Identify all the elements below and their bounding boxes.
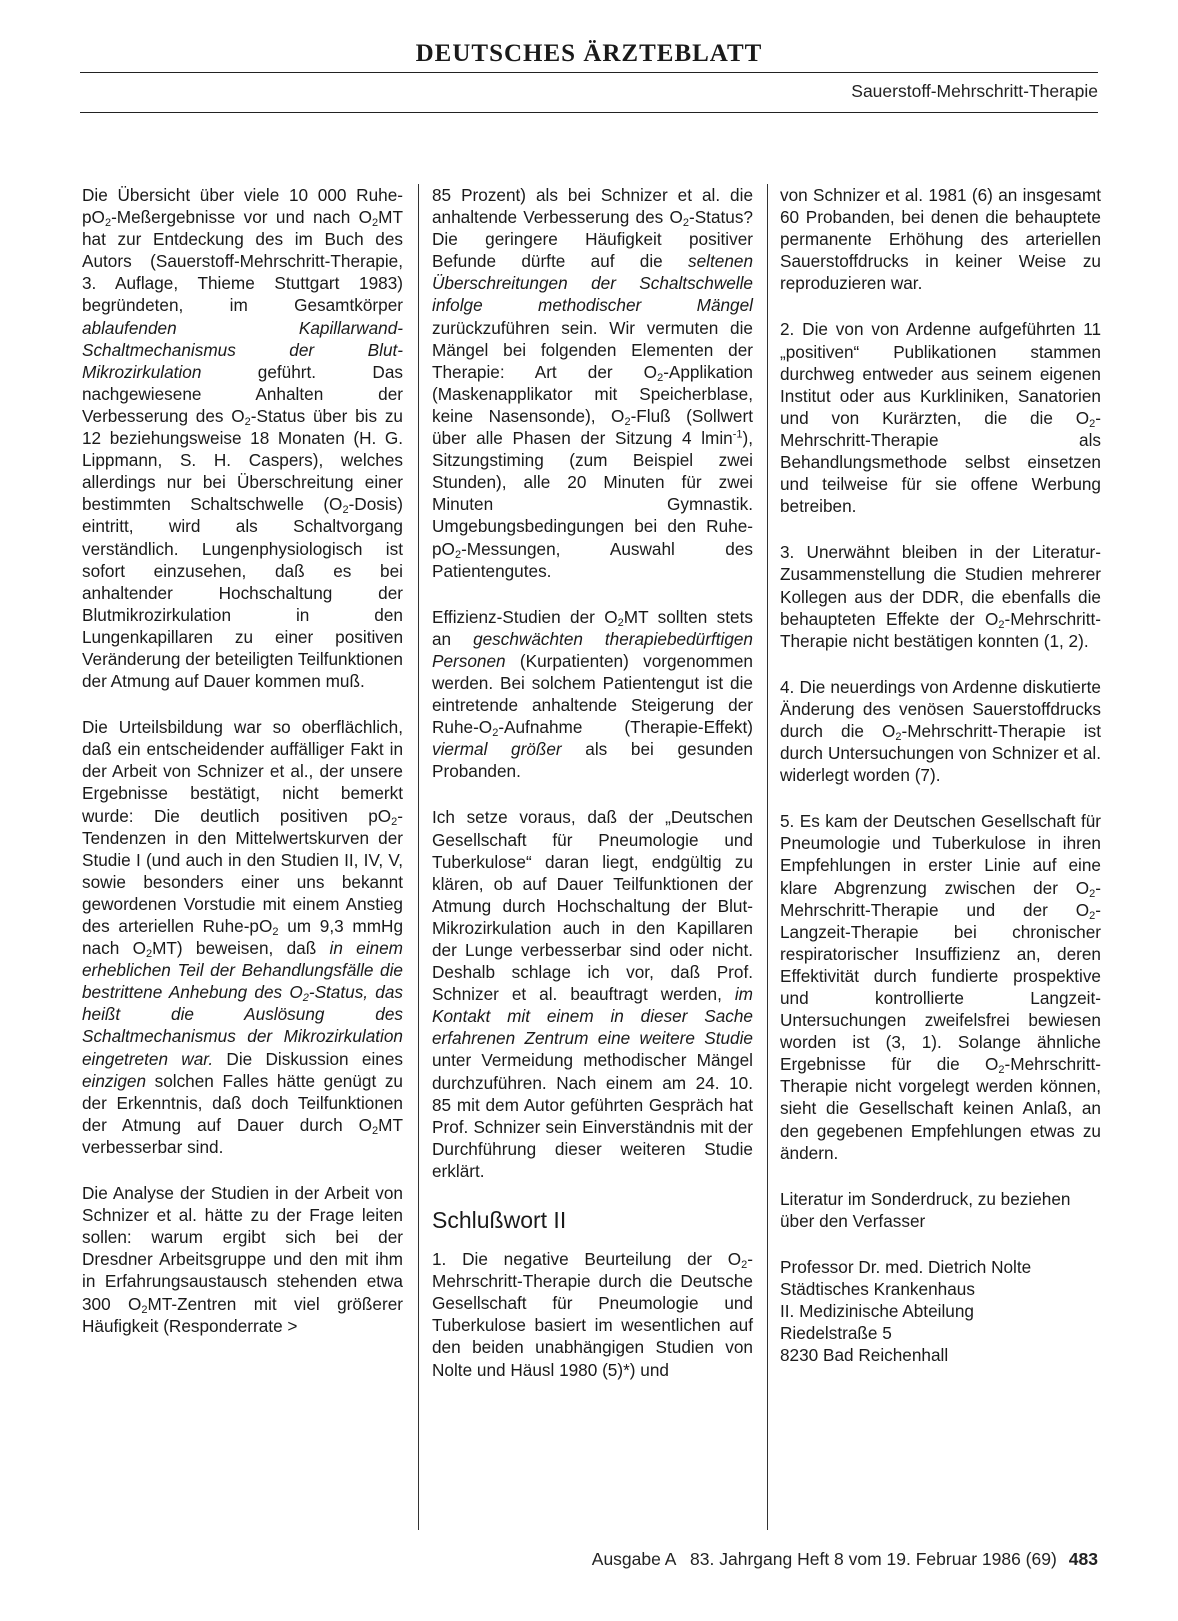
address-line: 8230 Bad Reichenhall: [780, 1345, 949, 1366]
author-address: [780, 1256, 1101, 1366]
paragraph: Ich setze voraus, daß der „Deutschen Gesellschaft für Pneumologie und Tuberkulose“ daran liegt, endgültig zu klären, ob auf Dauer Teilfunktionen der Atmung durch Hochschaltung der Blut-Mikrozirkulation auch in den Kapillaren der Lunge verbesserbar sind oder nicht. Deshalb schlage ich vor, daß Prof. Schnizer et al. beauftragt werden, im Kontakt mit einem in dieser Sache erfahrenen Zentrum eine weitere Studie unter Vermeidung methodischer Mängel durchzuführen. Nach einem am 24. 10. 85 mit dem Autor geführten Gespräch hat Prof. Schnizer sein Einverständnis mit der Durchführung dieser weiteren Studie erklärt.: [432, 807, 753, 1181]
paragraph: Die Übersicht über viele 10 000 Ruhe-$pO_2$-Meßergebnisse vor und nach $O_2MT$ hat zur Entdeckung des im Buch des Autors (Sauerstoff-Mehrschritt-Therapie, 3. Auflage, Thieme Stuttgart 1983) begründeten, im Gesamtkörper ablaufenden Kapillarwand-Schaltmechanismus der Blut-Mikrozirkulation geführt. Das nachgewiesene Anhalten der Verbesserung des $O_2$-Status über bis zu 12 beziehungsweise 18 Monaten (H. G. Lippmann, S. H. Caspers), welches allerdings nur bei Überschreitung einer bestimmten Schaltschwelle $(O_2-Dosis)$ eintritt, wird als Schaltvorgang verständlich. Lungenphysiologisch ist sofort einzusehen, daß es bei anhaltender Hochschaltung der Blutmikrozirkulation in den Lungenkapillaren zu einer positiven Veränderung der beteiligten Teilfunktionen der Atmung auf Dauer kommen muß.: [82, 185, 403, 692]
paragraph: von Schnizer et al. 1981 (6) an insgesamt 60 Probanden, bei denen die behauptete permanente Erhöhung des arteriellen Sauerstoffdrucks in keiner Weise zu reproduzieren war.: [780, 185, 1101, 294]
paragraph: Effizienz-Studien der $O_2MT$ sollten stets an geschwächten therapiebedürftigen Personen (Kurpatienten) vorgenommen werden. Bei solchem Patientengut ist die eintretende anhaltende Steigerung der Ruhe-$O_2$-Aufnahme (Therapie-Effekt) viermal größer als bei gesunden Probanden.: [432, 606, 753, 782]
paragraph: 5. Es kam der Deutschen Gesellschaft für Pneumologie und Tuberkulose in ihren Empfehlungen in erster Linie auf eine klare Abgrenzung zwischen der $O_2-Mehrschritt$-Therapie und der $O_2-Langzeit$-Therapie bei chronischer respiratorischer Insuffizienz an, deren Effektivität durch fundierte prospektive und kontrollierte Langzeit-Untersuchungen zweifelsfrei bewiesen worden ist (3, 1). Solange ähnliche Ergebnisse für die $O_2-Mehrschritt$-Therapie nicht vorgelegt werden können, sieht die Gesellschaft keinen Anlaß, an den gegebenen Empfehlungen etwas zu ändern.: [780, 811, 1101, 1163]
section-title: Sauerstoff-Mehrschritt-Therapie: [851, 81, 1098, 101]
masthead-rule: [80, 72, 1098, 73]
paragraph: Die Urteilsbildung war so oberflächlich, daß ein entscheidender auffälliger Fakt in der Arbeit von Schnizer et al., der unsere Ergebnisse bestätigt, nicht bemerkt wurde: Die deutlich positiven $pO_2$-Tendenzen in den Mittelwertskurven der Studie I (und auch in den Studien II, IV, V, sowie besonders einer uns bekannt gewordenen Vorstudie mit einem Anstieg des arteriellen Ruhe-$pO_2$ um 9,3 mmHg nach $O_2MT$) beweisen, daß in einem erheblichen Teil der Behandlungsfälle die bestrittene Anhebung des $O_2$-Status, das heißt die Auslösung des Schaltmechanismus der Mikrozirkulation eingetreten war. Die Diskussion eines einzigen solchen Falles hätte genügt zu der Erkenntnis, daß doch Teilfunktionen der Atmung auf Dauer durch $O_2MT$ verbesserbar sind.: [82, 717, 403, 1157]
issue-info: Ausgabe A 83. Jahrgang Heft 8 vom 19. Februar 1986 (69): [591, 1549, 1057, 1569]
paragraph: 1. Die negative Beurteilung der $O_2-Mehrschritt$-Therapie durch die Deutsche Gesellschaft für Pneumologie und Tuberkulose basiert im wesentlichen auf den beiden unabhängigen Studien von Nolte und Häusl 1980 (5)*) und: [432, 1249, 753, 1380]
literature-note: Literatur im Sonderdruck, zu beziehen über den Verfasser: [780, 1188, 1071, 1231]
paragraph: 3. Unerwähnt bleiben in der Literatur-Zusammenstellung die Studien mehrerer Kollegen aus der DDR, die ebenfalls die behaupteten Effekte der $O_2-Mehrschritt$-Therapie nicht bestätigen konnten (1, 2).: [780, 542, 1101, 651]
address-line: Städtisches Krankenhaus: [780, 1279, 975, 1300]
page-footer: [592, 1549, 1098, 1570]
address-line: Professor Dr. med. Dietrich Nolte: [780, 1256, 1032, 1277]
masthead: DEUTSCHES ÄRZTEBLATT: [415, 40, 763, 67]
column-1: [82, 184, 403, 1361]
column-3: [780, 184, 1101, 1366]
column-divider-2: [767, 184, 768, 1530]
paragraph: 4. Die neuerdings von Ardenne diskutierte Änderung des venösen Sauerstoffdrucks durch die $O_2-Mehrschritt$-Therapie ist durch Untersuchungen von Schnizer et al. widerlegt worden (7).: [780, 676, 1101, 786]
paragraph: Die Analyse der Studien in der Arbeit von Schnizer et al. hätte zu der Frage leiten sollen: warum ergibt sich bei der Dresdner Arbeitsgruppe und den mit ihm in Erfahrungsaustausch stehenden etwa 300 $O_2MT$-Zentren mit viel größerer Häufigkeit (Responderrate >: [82, 1183, 403, 1336]
address-line: II. Medizinische Abteilung: [780, 1301, 974, 1322]
column-2: [432, 184, 753, 1405]
paragraph: 85 Prozent) als bei Schnizer et al. die anhaltende Verbesserung des $O_2$-Status? Die geringere Häufigkeit positiver Befunde dürfte auf die seltenen Überschreitungen der Schaltschwelle infolge methodischer Mängel zurückzuführen sein. Wir vermuten die Mängel bei folgenden Elementen der Therapie: Art der $O_2$-Applikation (Maskenapplikator mit Speicherblase, keine Nasensonde), $O_2$-Fluß (Sollwert über alle Phasen der Sitzung 4 lmin$^{-1}$), Sitzungstiming (zum Beispiel zwei Stunden), alle 20 Minuten für zwei Minuten Gymnastik. Umgebungsbedingungen bei den Ruhe-$pO_2$-Messungen, Auswahl des Patientengutes.: [432, 185, 753, 581]
address-line: Riedelstraße 5: [780, 1323, 892, 1344]
section-heading: Schlußwort II: [432, 1207, 567, 1234]
column-divider-1: [418, 184, 419, 1530]
paragraph: 2. Die von von Ardenne aufgeführten 11 „positiven“ Publikationen stammen durchweg entweder aus seinem eigenen Institut oder aus Kurkliniken, Sanatorien und von Kurärzten, die die $O_2-Mehrschritt$-Therapie als Behandlungsmethode selbst einsetzen und teilweise für sie offene Werbung betreiben.: [780, 319, 1101, 517]
page-number: 483: [1068, 1549, 1098, 1569]
header-rule: [80, 112, 1098, 113]
